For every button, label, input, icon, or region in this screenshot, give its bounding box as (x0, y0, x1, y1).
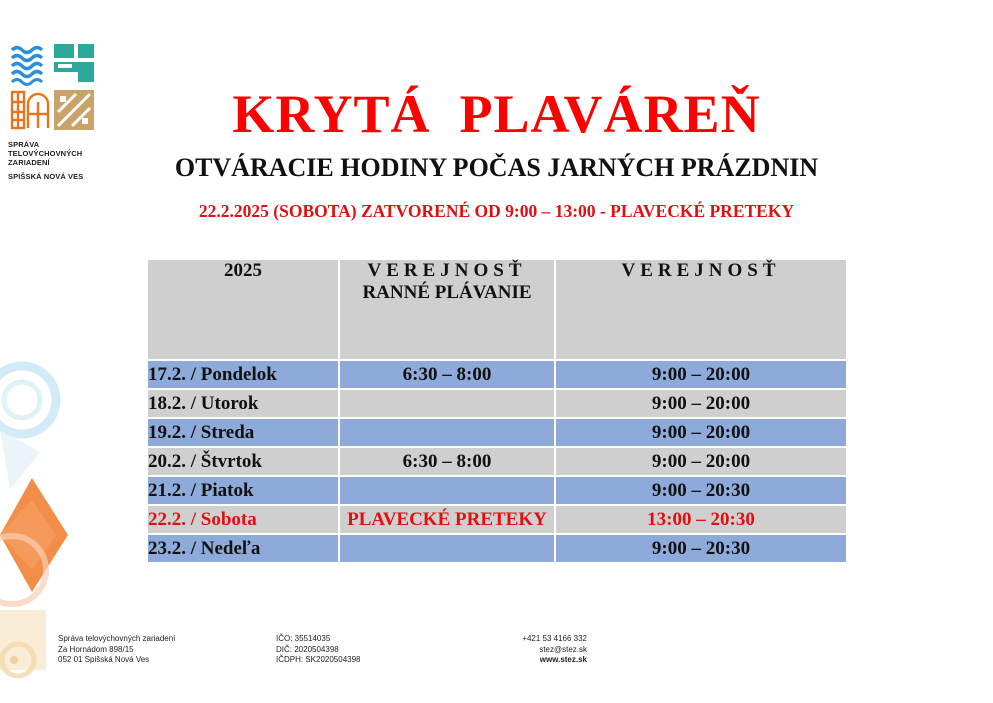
morning-header-line-2: RANNÉ PLÁVANIE (362, 282, 532, 303)
day-cell: 18.2. / Utorok (147, 389, 339, 418)
year-header: 2025 (147, 259, 339, 360)
public-header-label: VEREJNOSŤ (621, 260, 781, 281)
public-cell: 9:00 – 20:00 (555, 418, 847, 447)
table-row (147, 476, 847, 505)
public-cell: 9:00 – 20:30 (555, 476, 847, 505)
footer-contact (470, 634, 587, 666)
footer-icdph: IČDPH: SK2020504398 (276, 655, 361, 664)
day-cell: 23.2. / Nedeľa (147, 534, 339, 563)
morning-swim-header (339, 259, 555, 360)
morning-cell (339, 534, 555, 563)
table-row (147, 389, 847, 418)
table-row (147, 418, 847, 447)
logo-line-1: SPRÁVA (8, 140, 40, 149)
table-header-row (147, 259, 847, 360)
page-subtitle: OTVÁRACIE HODINY POČAS JARNÝCH PRÁZDNIN (174, 153, 819, 182)
logo-city: SPIŠSKÁ NOVÁ VES (8, 172, 84, 181)
public-cell: 9:00 – 20:00 (555, 389, 847, 418)
footer-email-link[interactable]: stez@stez.sk (539, 644, 587, 654)
public-cell: 13:00 – 20:30 (555, 505, 847, 534)
day-cell: 19.2. / Streda (147, 418, 339, 447)
table-row (147, 447, 847, 476)
footer-website-link[interactable]: www.stez.sk (539, 655, 587, 664)
footer-city: 052 01 Spišská Nová Ves (58, 655, 150, 664)
opening-hours-table (146, 258, 848, 564)
morning-cell: 6:30 – 8:00 (339, 360, 555, 389)
closure-notice: 22.2.2025 (SOBOTA) ZATVORENÉ OD 9:00 – 13:00 - PLAVECKÉ PRETEKY (198, 201, 795, 221)
table-row (147, 534, 847, 563)
footer-org-name: Správa telovýchovných zariadení (58, 634, 176, 643)
footer-ico: IČO: 35514035 (276, 634, 331, 643)
day-cell: 17.2. / Pondelok (147, 360, 339, 389)
morning-cell (339, 418, 555, 447)
footer-address (58, 634, 175, 666)
morning-header-line-1: VEREJNOSŤ (367, 260, 527, 281)
morning-cell: PLAVECKÉ PRETEKY (339, 505, 555, 534)
day-cell: 21.2. / Piatok (147, 476, 339, 505)
day-cell: 20.2. / Štvrtok (147, 447, 339, 476)
public-cell: 9:00 – 20:30 (555, 534, 847, 563)
morning-cell (339, 389, 555, 418)
footer-dic: DIČ: 2020504398 (276, 644, 339, 654)
table-row (147, 505, 847, 534)
footer-phone: +421 53 4166 332 (522, 634, 587, 643)
public-header (555, 259, 847, 360)
footer-street: Za Hornádom 898/15 (58, 644, 134, 654)
day-cell: 22.2. / Sobota (147, 505, 339, 534)
public-cell: 9:00 – 20:00 (555, 360, 847, 389)
page-title: KRYTÁ PLAVÁREŇ (232, 84, 761, 144)
table-row (147, 360, 847, 389)
logo-line-3: ZARIADENÍ (8, 158, 50, 167)
morning-cell (339, 476, 555, 505)
logo-line-2: TELOVÝCHOVNÝCH (8, 149, 83, 158)
public-cell: 9:00 – 20:00 (555, 447, 847, 476)
footer-tax-ids (276, 634, 361, 666)
morning-cell: 6:30 – 8:00 (339, 447, 555, 476)
